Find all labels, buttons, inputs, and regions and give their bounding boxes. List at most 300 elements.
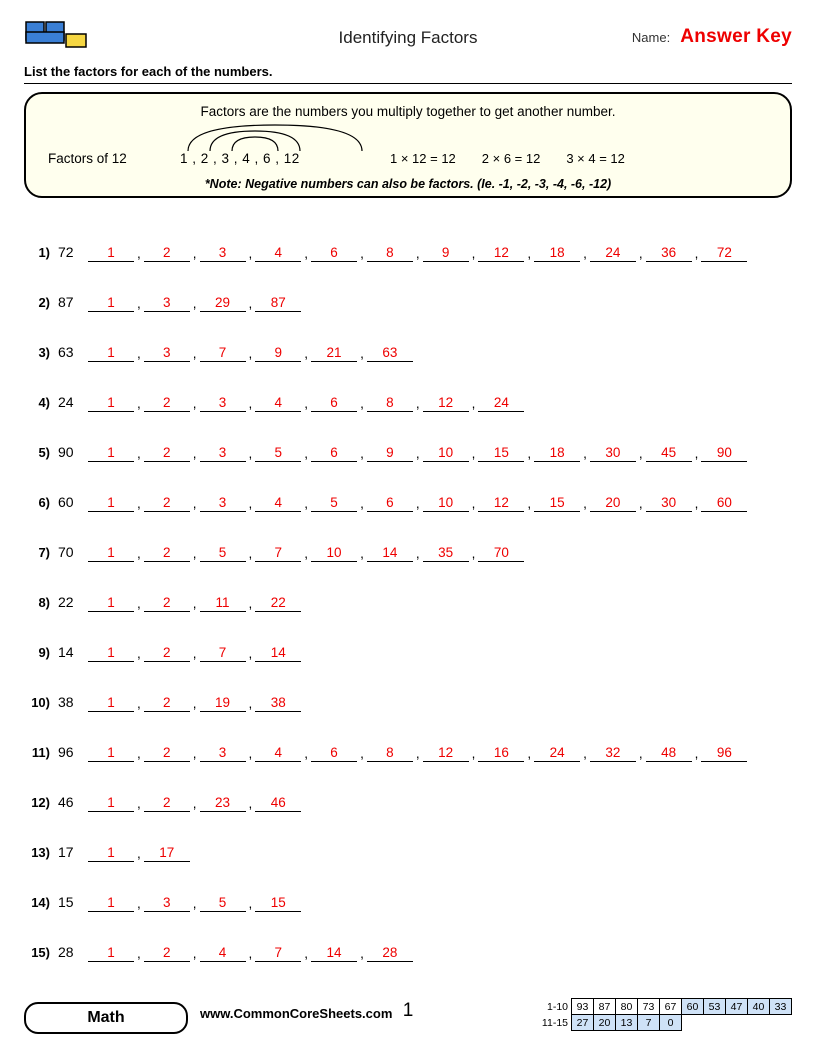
answer-blank[interactable]: 6 [367,495,413,512]
answer-blank[interactable]: 12 [478,495,524,512]
answer-blanks [88,945,413,962]
score-cell: 60 [682,999,704,1015]
answer-item [255,295,301,312]
problem-number: 15) [31,945,50,960]
answer-blank[interactable]: 2 [144,945,190,962]
problem-row [24,312,792,362]
answer-separator: , [471,496,476,511]
answer-item [646,495,702,512]
answer-item [311,945,367,962]
problem-row [24,462,792,512]
answer-blank[interactable]: 1 [88,745,134,762]
page-number: 1 [402,1000,414,1021]
answer-blank[interactable]: 2 [144,645,190,662]
answer-blank[interactable]: 14 [367,545,413,562]
score-cell: 67 [660,999,682,1015]
answer-blank[interactable]: 10 [423,495,469,512]
answer-blanks [88,895,301,912]
answer-separator: , [304,246,309,261]
answer-item [88,795,144,812]
answer-item [590,745,646,762]
answer-blank[interactable]: 4 [255,395,301,412]
answer-separator: , [192,696,197,711]
answer-separator: , [304,446,309,461]
answer-separator: , [527,496,532,511]
answer-separator: , [694,446,699,461]
answer-item [478,545,524,562]
answer-separator: , [248,246,253,261]
answer-blank[interactable]: 30 [646,495,692,512]
answer-separator: , [360,246,364,261]
answer-item [88,395,144,412]
answer-blank[interactable]: 6 [311,245,357,262]
answer-blank[interactable]: 1 [88,345,134,362]
answer-blank[interactable]: 1 [88,845,134,862]
answer-blank[interactable]: 6 [311,745,357,762]
answer-separator: , [638,446,643,461]
answer-blank[interactable]: 1 [88,895,134,912]
answer-blank[interactable]: 7 [200,645,246,662]
score-row-label: 11-15 [541,1016,568,1029]
answer-item [255,495,311,512]
problem-target-number: 24 [58,394,74,410]
answer-blank[interactable]: 3 [200,495,246,512]
answer-blank[interactable]: 36 [646,245,692,262]
answer-separator: , [192,296,197,311]
problem-number: 6) [38,495,50,510]
problem-number: 3) [38,345,50,360]
answer-separator: , [248,696,253,711]
answer-blank[interactable]: 2 [144,595,190,612]
answer-blank[interactable]: 4 [255,245,301,262]
answer-separator: , [360,396,364,411]
answer-separator: , [415,446,420,461]
score-cell: 87 [594,999,616,1015]
answer-blank[interactable]: 32 [590,745,636,762]
answer-blank[interactable]: 1 [88,395,134,412]
answer-item [200,445,256,462]
answer-blank[interactable]: 38 [255,695,301,712]
problem-row [24,712,792,762]
problem-list [24,212,792,962]
answer-blank[interactable]: 90 [701,445,747,462]
problem-target-number: 15 [58,894,74,910]
answer-separator: , [304,946,309,961]
subject-badge: Math [24,1002,188,1034]
answer-blank[interactable]: 87 [255,295,301,312]
answer-item [367,245,423,262]
answer-separator: , [137,346,141,361]
answer-item [311,345,367,362]
answer-blank[interactable]: 7 [255,545,301,562]
answer-blank[interactable]: 19 [200,695,246,712]
problem-row [24,262,792,312]
score-cell: 7 [638,1015,660,1031]
answer-blanks [88,745,747,762]
score-cell: 73 [638,999,660,1015]
score-row-label: 1-10 [546,1000,568,1013]
answer-item [701,745,747,762]
answer-item [255,395,311,412]
answer-separator: , [248,596,253,611]
answer-separator: , [137,696,141,711]
answer-item [255,895,301,912]
answer-item [88,345,144,362]
answer-blank[interactable]: 1 [88,795,134,812]
answer-blank[interactable]: 1 [88,595,134,612]
answer-blank[interactable]: 3 [200,245,246,262]
answer-blank[interactable]: 1 [88,495,134,512]
score-table [540,998,792,1031]
answer-blank[interactable]: 1 [88,295,134,312]
answer-blanks [88,845,190,862]
answer-separator: , [192,946,197,961]
answer-blank[interactable]: 1 [88,445,134,462]
website-url: www.CommonCoreSheets.com [200,1006,393,1021]
answer-blank[interactable]: 21 [311,345,357,362]
score-cell: 80 [616,999,638,1015]
answer-blank[interactable]: 8 [367,745,413,762]
answer-blank[interactable]: 9 [255,345,301,362]
answer-item [255,745,311,762]
problem-row [24,762,792,812]
answer-separator: , [137,596,141,611]
answer-separator: , [638,496,643,511]
answer-item [144,645,200,662]
answer-item [701,445,747,462]
answer-blank[interactable]: 5 [255,445,301,462]
problem-row [24,862,792,912]
answer-blank[interactable]: 1 [88,945,134,962]
factors-of-label: Factors of 12 [48,151,127,166]
answer-item [701,245,747,262]
answer-blank[interactable]: 10 [311,545,357,562]
answer-item [590,245,646,262]
answer-item [367,495,423,512]
answer-item [255,945,311,962]
answer-blank[interactable]: 11 [200,595,246,612]
answer-blank[interactable]: 4 [200,945,246,962]
answer-item [88,245,144,262]
answer-blank[interactable]: 2 [144,445,190,462]
answer-blank[interactable]: 8 [367,245,413,262]
answer-item [88,645,144,662]
answer-separator: , [415,746,420,761]
answer-blank[interactable]: 3 [200,445,246,462]
example-note: *Note: Negative numbers can also be factors. (Ie. -1, -2, -3, -4, -6, -12) [204,177,612,191]
answer-separator: , [583,246,587,261]
answer-blank[interactable]: 46 [255,795,301,812]
answer-item [423,745,479,762]
header-divider [24,83,792,84]
answer-item [534,445,590,462]
answer-blank[interactable]: 12 [478,245,524,262]
answer-item [311,245,367,262]
problem-number: 10) [31,695,50,710]
example-factor-list: 1 , 2 , 3 , 4 , 6 , 12 [180,151,300,166]
answer-separator: , [192,796,197,811]
problem-row [24,362,792,412]
answer-blank[interactable]: 72 [701,245,747,262]
answer-separator: , [248,646,253,661]
answer-blank[interactable]: 96 [701,745,747,762]
answer-key-badge: Answer Key [680,26,792,47]
answer-separator: , [137,746,141,761]
answer-item [200,395,256,412]
answer-separator: , [471,396,476,411]
answer-separator: , [137,546,141,561]
problem-row [24,562,792,612]
answer-item [144,745,200,762]
answer-blank[interactable]: 7 [255,945,301,962]
problem-target-number: 90 [58,444,74,460]
answer-item [144,695,200,712]
answer-separator: , [248,496,253,511]
answer-item [478,245,534,262]
answer-separator: , [137,896,141,911]
answer-blank[interactable]: 2 [144,745,190,762]
answer-item [88,895,144,912]
answer-blank[interactable]: 70 [478,545,524,562]
example-equation: 2 × 6 = 12 [481,151,541,166]
answer-separator: , [527,246,532,261]
answer-item [144,945,200,962]
answer-separator: , [192,546,197,561]
answer-blank[interactable]: 5 [200,895,246,912]
answer-item [311,745,367,762]
answer-item [200,795,256,812]
answer-blanks [88,445,747,462]
answer-blanks [88,495,747,512]
answer-item [144,795,200,812]
problem-number: 13) [31,845,50,860]
answer-separator: , [248,546,253,561]
example-equation: 3 × 4 = 12 [566,151,625,166]
answer-item [200,595,256,612]
answer-item [255,245,311,262]
answer-item [646,745,702,762]
answer-separator: , [137,446,141,461]
answer-item [255,545,311,562]
answer-blank[interactable]: 30 [590,445,636,462]
answer-separator: , [304,396,309,411]
answer-item [311,495,367,512]
answer-separator: , [360,446,364,461]
score-cell: 93 [572,999,594,1015]
answer-blank[interactable]: 24 [478,395,524,412]
answer-item [88,945,144,962]
answer-item [200,945,256,962]
answer-blank[interactable]: 12 [423,745,469,762]
answer-blank[interactable]: 29 [200,295,246,312]
answer-blank[interactable]: 4 [255,495,301,512]
answer-blanks [88,245,747,262]
answer-item [478,445,534,462]
answer-blank[interactable]: 10 [423,445,469,462]
answer-blank[interactable]: 4 [255,745,301,762]
answer-blank[interactable]: 60 [701,495,747,512]
answer-separator: , [137,296,141,311]
answer-blank[interactable]: 15 [255,895,301,912]
problem-target-number: 46 [58,794,74,810]
answer-item [367,395,423,412]
answer-blanks [88,545,524,562]
example-description: Factors are the numbers you multiply together to get another number. [200,104,616,119]
answer-blank[interactable]: 15 [534,495,580,512]
score-cell: 0 [660,1015,682,1031]
answer-item [423,545,479,562]
answer-blanks [88,295,301,312]
answer-item [311,445,367,462]
answer-item [200,545,256,562]
answer-blank[interactable]: 18 [534,245,580,262]
answer-blank[interactable]: 23 [200,795,246,812]
answer-blank[interactable]: 63 [367,345,413,362]
answer-blank[interactable]: 1 [88,545,134,562]
problem-row [24,812,792,862]
answer-blank[interactable]: 2 [144,245,190,262]
answer-separator: , [137,396,141,411]
problem-target-number: 72 [58,244,74,260]
example-equation: 1 × 12 = 12 [390,151,456,166]
answer-blanks [88,695,301,712]
answer-blank[interactable]: 20 [590,495,636,512]
answer-item [88,595,144,612]
answer-blank[interactable]: 3 [200,745,246,762]
answer-blank[interactable]: 2 [144,545,190,562]
answer-separator: , [360,346,364,361]
answer-item [88,445,144,462]
score-cell: 33 [770,999,792,1015]
answer-blank[interactable]: 28 [367,945,413,962]
answer-blank[interactable]: 12 [423,395,469,412]
problem-number: 14) [31,895,50,910]
answer-blank[interactable]: 1 [88,695,134,712]
answer-item [255,445,311,462]
answer-item [255,645,301,662]
answer-blank[interactable]: 48 [646,745,692,762]
answer-blank[interactable]: 22 [255,595,301,612]
answer-blank[interactable]: 15 [478,445,524,462]
answer-blank[interactable]: 6 [311,395,357,412]
score-cell: 53 [704,999,726,1015]
answer-separator: , [248,296,253,311]
answer-blank[interactable]: 14 [311,945,357,962]
answer-separator: , [583,746,587,761]
answer-blank[interactable]: 45 [646,445,692,462]
page-title: Identifying Factors [338,28,478,47]
answer-blank[interactable]: 17 [144,845,190,862]
score-table-row [540,999,792,1015]
answer-separator: , [694,746,699,761]
answer-item [144,445,200,462]
answer-separator: , [248,446,253,461]
answer-blank[interactable]: 3 [200,395,246,412]
answer-blanks [88,795,301,812]
answer-item [88,295,144,312]
answer-item [200,695,256,712]
answer-item [646,445,702,462]
answer-blank[interactable]: 3 [144,895,190,912]
answer-item [367,445,423,462]
problem-target-number: 22 [58,594,74,610]
answer-blank[interactable]: 2 [144,495,190,512]
answer-item [367,745,423,762]
answer-item [88,745,144,762]
answer-blank[interactable]: 2 [144,795,190,812]
answer-blank[interactable]: 16 [478,745,524,762]
answer-separator: , [192,396,197,411]
answer-blank[interactable]: 5 [200,545,246,562]
answer-item [200,895,256,912]
answer-blank[interactable]: 3 [144,295,190,312]
answer-separator: , [360,746,364,761]
answer-blank[interactable]: 24 [534,745,580,762]
answer-item [590,445,646,462]
answer-blank[interactable]: 1 [88,245,134,262]
answer-separator: , [192,446,197,461]
problem-target-number: 63 [58,344,74,360]
problem-number: 8) [38,595,50,610]
answer-item [367,545,423,562]
answer-item [367,345,413,362]
factor-pair-arcs-icon [180,119,410,153]
problem-row [24,212,792,262]
answer-blank[interactable]: 35 [423,545,469,562]
answer-item [255,795,301,812]
score-table-row [540,1015,792,1031]
answer-separator: , [137,946,141,961]
score-cell: 13 [616,1015,638,1031]
answer-blank[interactable]: 24 [590,245,636,262]
answer-blank[interactable]: 2 [144,395,190,412]
answer-separator: , [415,546,420,561]
answer-separator: , [527,446,532,461]
answer-blank[interactable]: 9 [367,445,413,462]
answer-item [423,395,479,412]
answer-separator: , [638,746,643,761]
answer-separator: , [192,246,197,261]
answer-blank[interactable]: 9 [423,245,469,262]
problem-number: 4) [38,395,50,410]
answer-item [590,495,646,512]
answer-separator: , [248,896,253,911]
answer-item [423,245,479,262]
problem-number: 7) [38,545,50,560]
answer-item [144,545,200,562]
answer-blank[interactable]: 2 [144,695,190,712]
answer-blank[interactable]: 8 [367,395,413,412]
answer-item [144,895,200,912]
answer-blank[interactable]: 7 [200,345,246,362]
answer-separator: , [248,396,253,411]
problem-row [24,612,792,662]
answer-blank[interactable]: 3 [144,345,190,362]
answer-separator: , [248,796,253,811]
answer-blank[interactable]: 5 [311,495,357,512]
answer-blank[interactable]: 14 [255,645,301,662]
answer-blanks [88,595,301,612]
problem-target-number: 28 [58,944,74,960]
answer-blank[interactable]: 18 [534,445,580,462]
problem-row [24,412,792,462]
score-cell: 20 [594,1015,616,1031]
answer-blank[interactable]: 6 [311,445,357,462]
problem-number: 12) [31,795,50,810]
answer-item [200,295,256,312]
answer-blank[interactable]: 1 [88,645,134,662]
problem-number: 5) [38,445,50,460]
